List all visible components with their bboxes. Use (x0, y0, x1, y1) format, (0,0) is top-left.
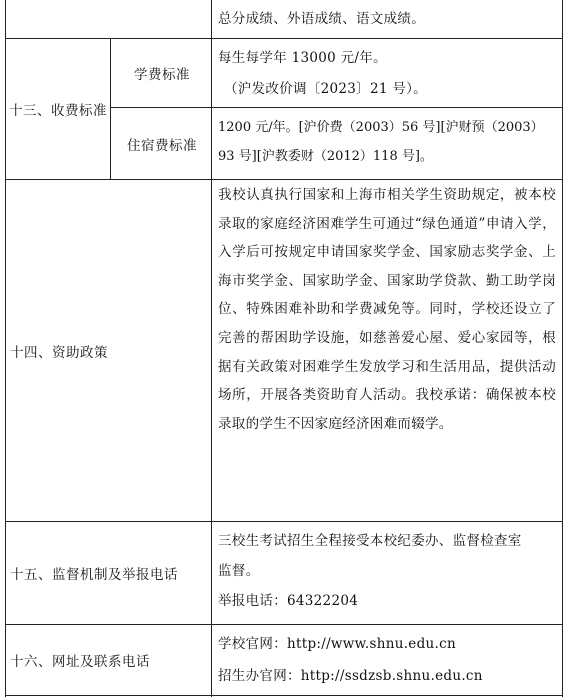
housing-content (218, 113, 558, 175)
housing-label-text: 住宿费标准 (127, 137, 197, 154)
aid-label-text: 十四、资助政策 (10, 344, 108, 361)
tuition-label-text: 学费标准 (134, 67, 190, 83)
supervision-label-text: 十五、监督机制及举报电话 (10, 567, 178, 583)
table-border-left (5, 0, 6, 697)
supervision-line-2: 监督。 (218, 563, 260, 579)
admission-website-link[interactable]: 招生办官网：http://ssdzsb.shnu.edu.cn (218, 668, 483, 684)
housing-line-2: 93 号][沪教委财（2012）118 号]。 (218, 149, 433, 164)
table-border-right (562, 0, 563, 697)
supervision-line-1: 三校生考试招生全程接受本校纪委办、监督检查室 (218, 533, 522, 549)
website-label (10, 625, 210, 695)
admission-criteria-text: 总分成绩、外语成绩、语文成绩。 (218, 11, 425, 27)
housing-line-1: 1200 元/年。[沪价费（2003）56 号][沪财预（2003） (218, 120, 544, 135)
school-website-link[interactable]: 学校官网：http://www.shnu.edu.cn (218, 636, 456, 652)
housing-label (114, 108, 210, 179)
tuition-line-1: 每生每学年 13000 元/年。 (218, 50, 387, 66)
website-label-text: 十六、网址及联系电话 (10, 654, 150, 670)
admission-criteria-cell (218, 5, 554, 35)
subcolumn-divider (110, 38, 111, 179)
fees-label-text: 十三、收费标准 (9, 103, 107, 119)
supervision-label (10, 522, 210, 624)
aid-content (218, 181, 556, 519)
supervision-content (218, 526, 558, 622)
aid-paragraph: 我校认真执行国家和上海市相关学生资助规定，被本校录取的家庭经济困难学生可通过“绿色通道”申请入学，入学后可按规定申请国家奖学金、国家励志奖学金、上海市奖学金、国家助学金、国家助学贷款、勤工助学岗位、特殊困难补助和学费减免等。同时，学校还设立了完善的帮困助学设施，如慈善爱心屋、爱心家园等，根据有关政策对困难学生发放学习和生活用品，提供活动场所，开展各类资助育人活动。我校承诺：确保被本校录取的学生不因家庭经济困难而辍学。 (218, 187, 556, 432)
tuition-line-2: （沪发改价调〔2023〕21 号）。 (224, 81, 427, 97)
report-phone: 举报电话：64322204 (218, 593, 359, 609)
website-content (218, 628, 558, 692)
tuition-label (114, 39, 210, 107)
column-divider (211, 0, 212, 697)
fees-label (9, 39, 110, 179)
tuition-content (218, 43, 554, 105)
aid-label (10, 180, 210, 521)
row-divider (5, 695, 563, 696)
